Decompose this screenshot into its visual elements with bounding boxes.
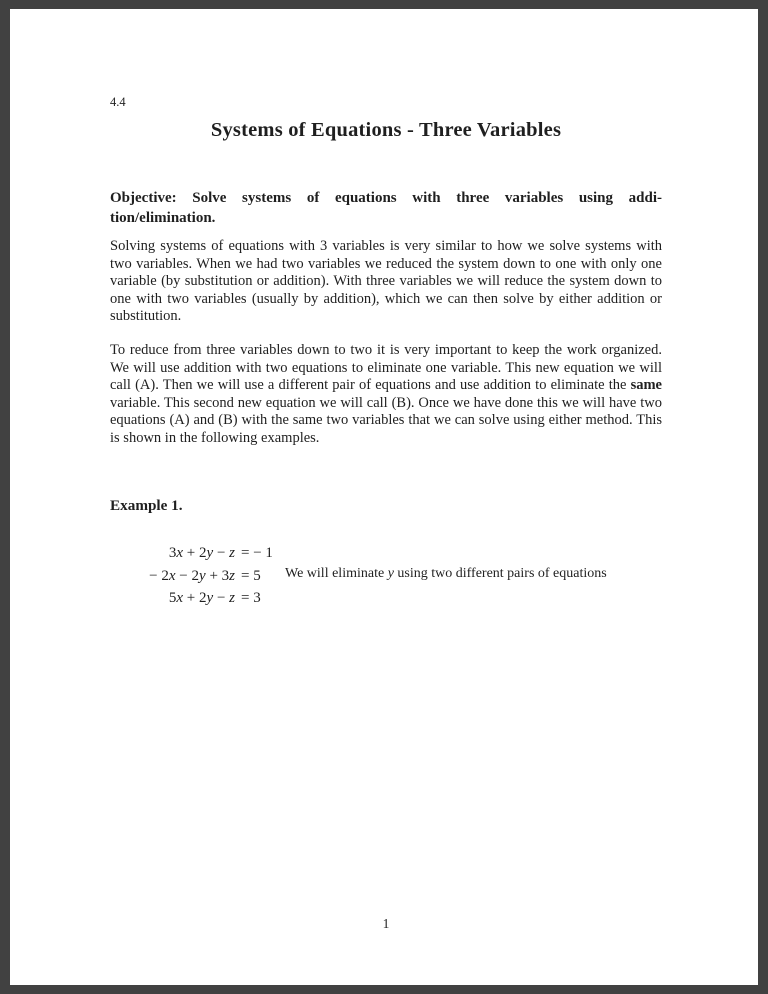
equation-row <box>135 542 273 565</box>
equation-2-rhs: = 5 <box>241 567 261 584</box>
equation-note: We will eliminate y using two different pairs of equations <box>285 566 607 581</box>
page-number: 1 <box>382 916 390 931</box>
objective-paragraph <box>110 188 662 228</box>
equation-3-rhs: = 3 <box>241 590 261 607</box>
equation-row <box>135 565 273 588</box>
page-title: Systems of Equations - Three Variables <box>210 119 562 141</box>
equation-system <box>135 542 273 610</box>
body-paragraph-2: To reduce from three variables down to two it is very important to keep the work organized. We will use addition with two equations to eliminate one variable. This new equation we will call (A). Then we will use a different pair of equations and use addition to eliminate the same variable. This second new equation we will call (B). Once we have done this we will have two equations (A) and (B) with the same two variables that we can solve using either method. This is shown in the following examples. <box>110 342 662 446</box>
objective-line-2: tion/elimination. <box>110 210 216 226</box>
equation-1-rhs: = − 1 <box>241 545 273 561</box>
equation-2-lhs: − 2x − 2y + 3z <box>149 567 235 584</box>
body-paragraph-1: Solving systems of equations with 3 variables is very similar to how we solve systems with two variables. When we had two variables we reduced the system down to one with only one variable (by substitution or addition). With three variables we will reduce the system down to one with two variables (usually by addition), which we can then solve by either addition or substitution. <box>110 238 662 325</box>
equation-1-lhs: 3x + 2y − z <box>168 545 235 561</box>
equation-3-lhs: 5x + 2y − z <box>168 590 235 607</box>
objective-line-1: Objective: Solve systems of equations with three variables using addi- <box>110 190 662 206</box>
section-number: 4.4 <box>110 95 126 109</box>
document-page <box>10 9 758 985</box>
equation-row <box>135 587 273 610</box>
example-heading: Example 1. <box>110 497 183 514</box>
